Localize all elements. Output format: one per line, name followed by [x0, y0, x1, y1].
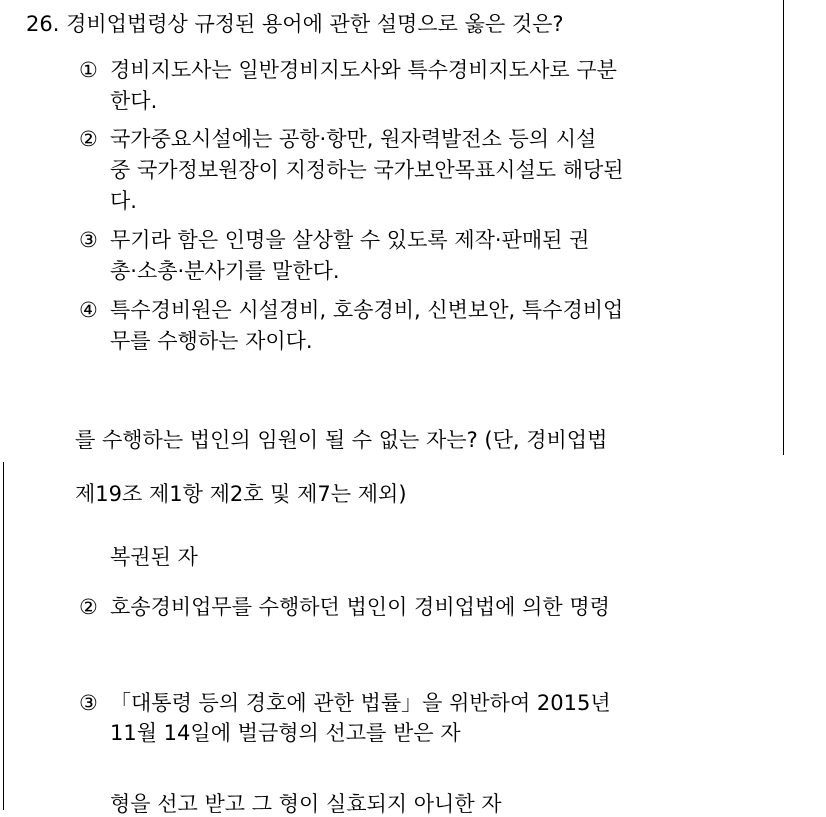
question-26-title: 26. 경비업법령상 규정된 용어에 관한 설명으로 옳은 것은?	[26, 12, 564, 36]
q27-option-2-text: 호송경비업무를 수행하던 법인이 경비업법에 의한 명령	[110, 595, 610, 619]
option-4-line-1: 특수경비원은 시설경비, 호송경비, 신변보안, 특수경비업	[110, 298, 624, 322]
option-4-line-2: 무를 수행하는 자이다.	[110, 329, 313, 353]
option-2-line-1: 국가중요시설에는 공항·항만, 원자력발전소 등의 시설	[110, 127, 597, 151]
q27-option-3-line-1: 「대통령 등의 경호에 관한 법률」을 위반하여 2015년	[110, 691, 611, 715]
option-3-marker: ③	[79, 228, 98, 252]
option-1-line-2: 한다.	[110, 89, 158, 113]
option-2-marker: ②	[79, 127, 98, 151]
q27-option-3-line-2: 11월 14일에 벌금형의 선고를 받은 자	[110, 721, 461, 745]
q27-option-4-tail: 형을 선고 받고 그 형이 실효되지 아니한 자	[110, 792, 502, 816]
column-divider-top	[783, 0, 784, 455]
q27-option-2-marker: ②	[79, 595, 98, 619]
option-1-marker: ①	[79, 58, 98, 82]
option-4-marker: ④	[79, 298, 98, 322]
question-27-stem-line-1: 를 수행하는 법인의 임원이 될 수 없는 자는? (단, 경비업법	[75, 428, 608, 452]
option-2-line-2: 중 국가정보원장이 지정하는 국가보안목표시설도 해당된	[110, 158, 624, 182]
question-27-stem-line-2: 제19조 제1항 제2호 및 제7는 제외)	[75, 482, 407, 506]
option-3-line-1: 무기라 함은 인명을 살상할 수 있도록 제작·판매된 권	[110, 228, 590, 252]
option-3-line-2: 총·소총·분사기를 말한다.	[110, 259, 340, 283]
q27-option-1-tail: 복권된 자	[110, 545, 198, 569]
option-1-line-1: 경비지도사는 일반경비지도사와 특수경비지도사로 구분	[110, 58, 617, 82]
column-divider-bottom	[3, 462, 4, 810]
option-2-line-3: 다.	[110, 189, 137, 213]
q27-option-3-marker: ③	[79, 691, 98, 715]
